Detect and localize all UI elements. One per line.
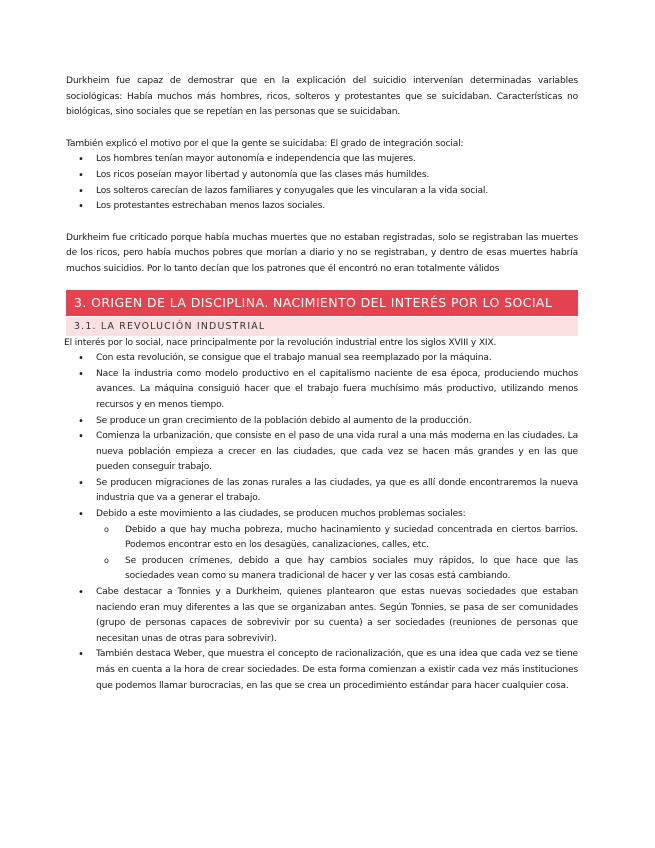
revolution-list (66, 351, 578, 694)
list-item: • Los hombres tenían mayor autonomía e independencia que las mujeres. (66, 152, 578, 168)
sub-list-item: o Debido a que hay mucha pobreza, mucho hacinamiento y suciedad concentrada en ciertos barrios. Podemos encontrar esto en los desagües, canalizaciones, calles, etc. (66, 523, 578, 554)
list-item: • Con esta revolución, se consigue que el trabajo manual sea reemplazado por la máquina. (66, 351, 578, 367)
intro-paragraph-3: Durkheim fue criticado porque había muchas muertes que no estaban registradas, solo se registraban las muertes de los ricos, pero había muchos pobres que morían a diario y no se registraban, y dentro de esas muertes habría muchos suicidios. Por lo tanto decían que los patrones que él encontró no eran totalmente válidos (66, 232, 578, 274)
section-heading: 3. ORIGEN DE LA DISCIPLINA. NACIMIENTO DEL INTERÉS POR LO SOCIAL (66, 290, 578, 316)
list-item: • Cabe destacar a Tonnies y a Durkheim, quienes plantearon que estas nuevas sociedades que estaban naciendo eran muy diferentes a las que se organizaban antes. Según Tonnies, se pasa de ser comunidades (grupo de personas capaces de sobrevivir por su cuenta) a ser sociedades (reuniones de personas que necesitan unas de otras para sobrevivir). (66, 585, 578, 647)
list-item: • Los ricos poseían mayor libertad y autonomía que las clases más humildes. (66, 168, 578, 184)
list-item-text: Debido a este movimiento a las ciudades, se producen muchos problemas sociales: (96, 509, 466, 520)
problems-sublist (96, 523, 578, 585)
integration-list (66, 152, 578, 214)
page-content (66, 74, 578, 694)
list-item: • Se produce un gran crecimiento de la población debido al aumento de la producción. (66, 414, 578, 430)
list-item: • Se producen migraciones de las zonas rurales a las ciudades, ya que es allí donde encontraremos la nueva industria que va a generar el trabajo. (66, 476, 578, 507)
list-item: • Nace la industria como modelo productivo en el capitalismo naciente de esa época, produciendo muchos avances. La máquina consiguió hacer que el trabajo fuera muchísimo más productivo, utilizando menos recursos y en menos tiempo. (66, 367, 578, 414)
intro-paragraph-2: También explicó el motivo por el que la gente se suicidaba: El grado de integración social: (66, 138, 464, 149)
intro-paragraph-1: Durkheim fue capaz de demostrar que en la explicación del suicidio intervenían determinadas variables sociológicas: Había muchos más hombres, ricos, solteros y protestantes que se suicidaban. Características no biológicas, sino sociales que se repetían en las personas que se suicidaban. (66, 76, 578, 118)
sub-list-item: o Se producen crímenes, debido a que hay cambios sociales muy rápidos, lo que hace que las sociedades vean como su manera tradicional de hacer y ver las cosas está cambiando. (66, 554, 578, 585)
list-item: • Los protestantes estrechaban menos lazos sociales. (66, 199, 578, 215)
list-item (66, 507, 578, 585)
list-item: • Los solteros carecían de lazos familiares y conyugales que les vincularan a la vida social. (66, 184, 578, 200)
list-item: • También destaca Weber, que muestra el concepto de racionalización, que es una idea que cada vez se tiene más en cuenta a la hora de crear sociedades. De esta forma comienzan a existir cada vez más instituciones que podemos llamar burocracias, en las que se crea un procedimiento estándar para hacer cualquier cosa. (66, 647, 578, 694)
list-item: • Comienza la urbanización, que consiste en el paso de una vida rural a una más moderna en las ciudades. La nueva población empieza a crecer en las ciudades, que cada vez se hacen más grandes y en las que pueden conseguir trabajo. (66, 429, 578, 476)
section-lead: El interés por lo social, nace principalmente por la revolución industrial entre los siglos XVIII y XIX. (64, 337, 497, 348)
subsection-heading: 3.1. LA REVOLUCIÓN INDUSTRIAL (66, 317, 578, 336)
